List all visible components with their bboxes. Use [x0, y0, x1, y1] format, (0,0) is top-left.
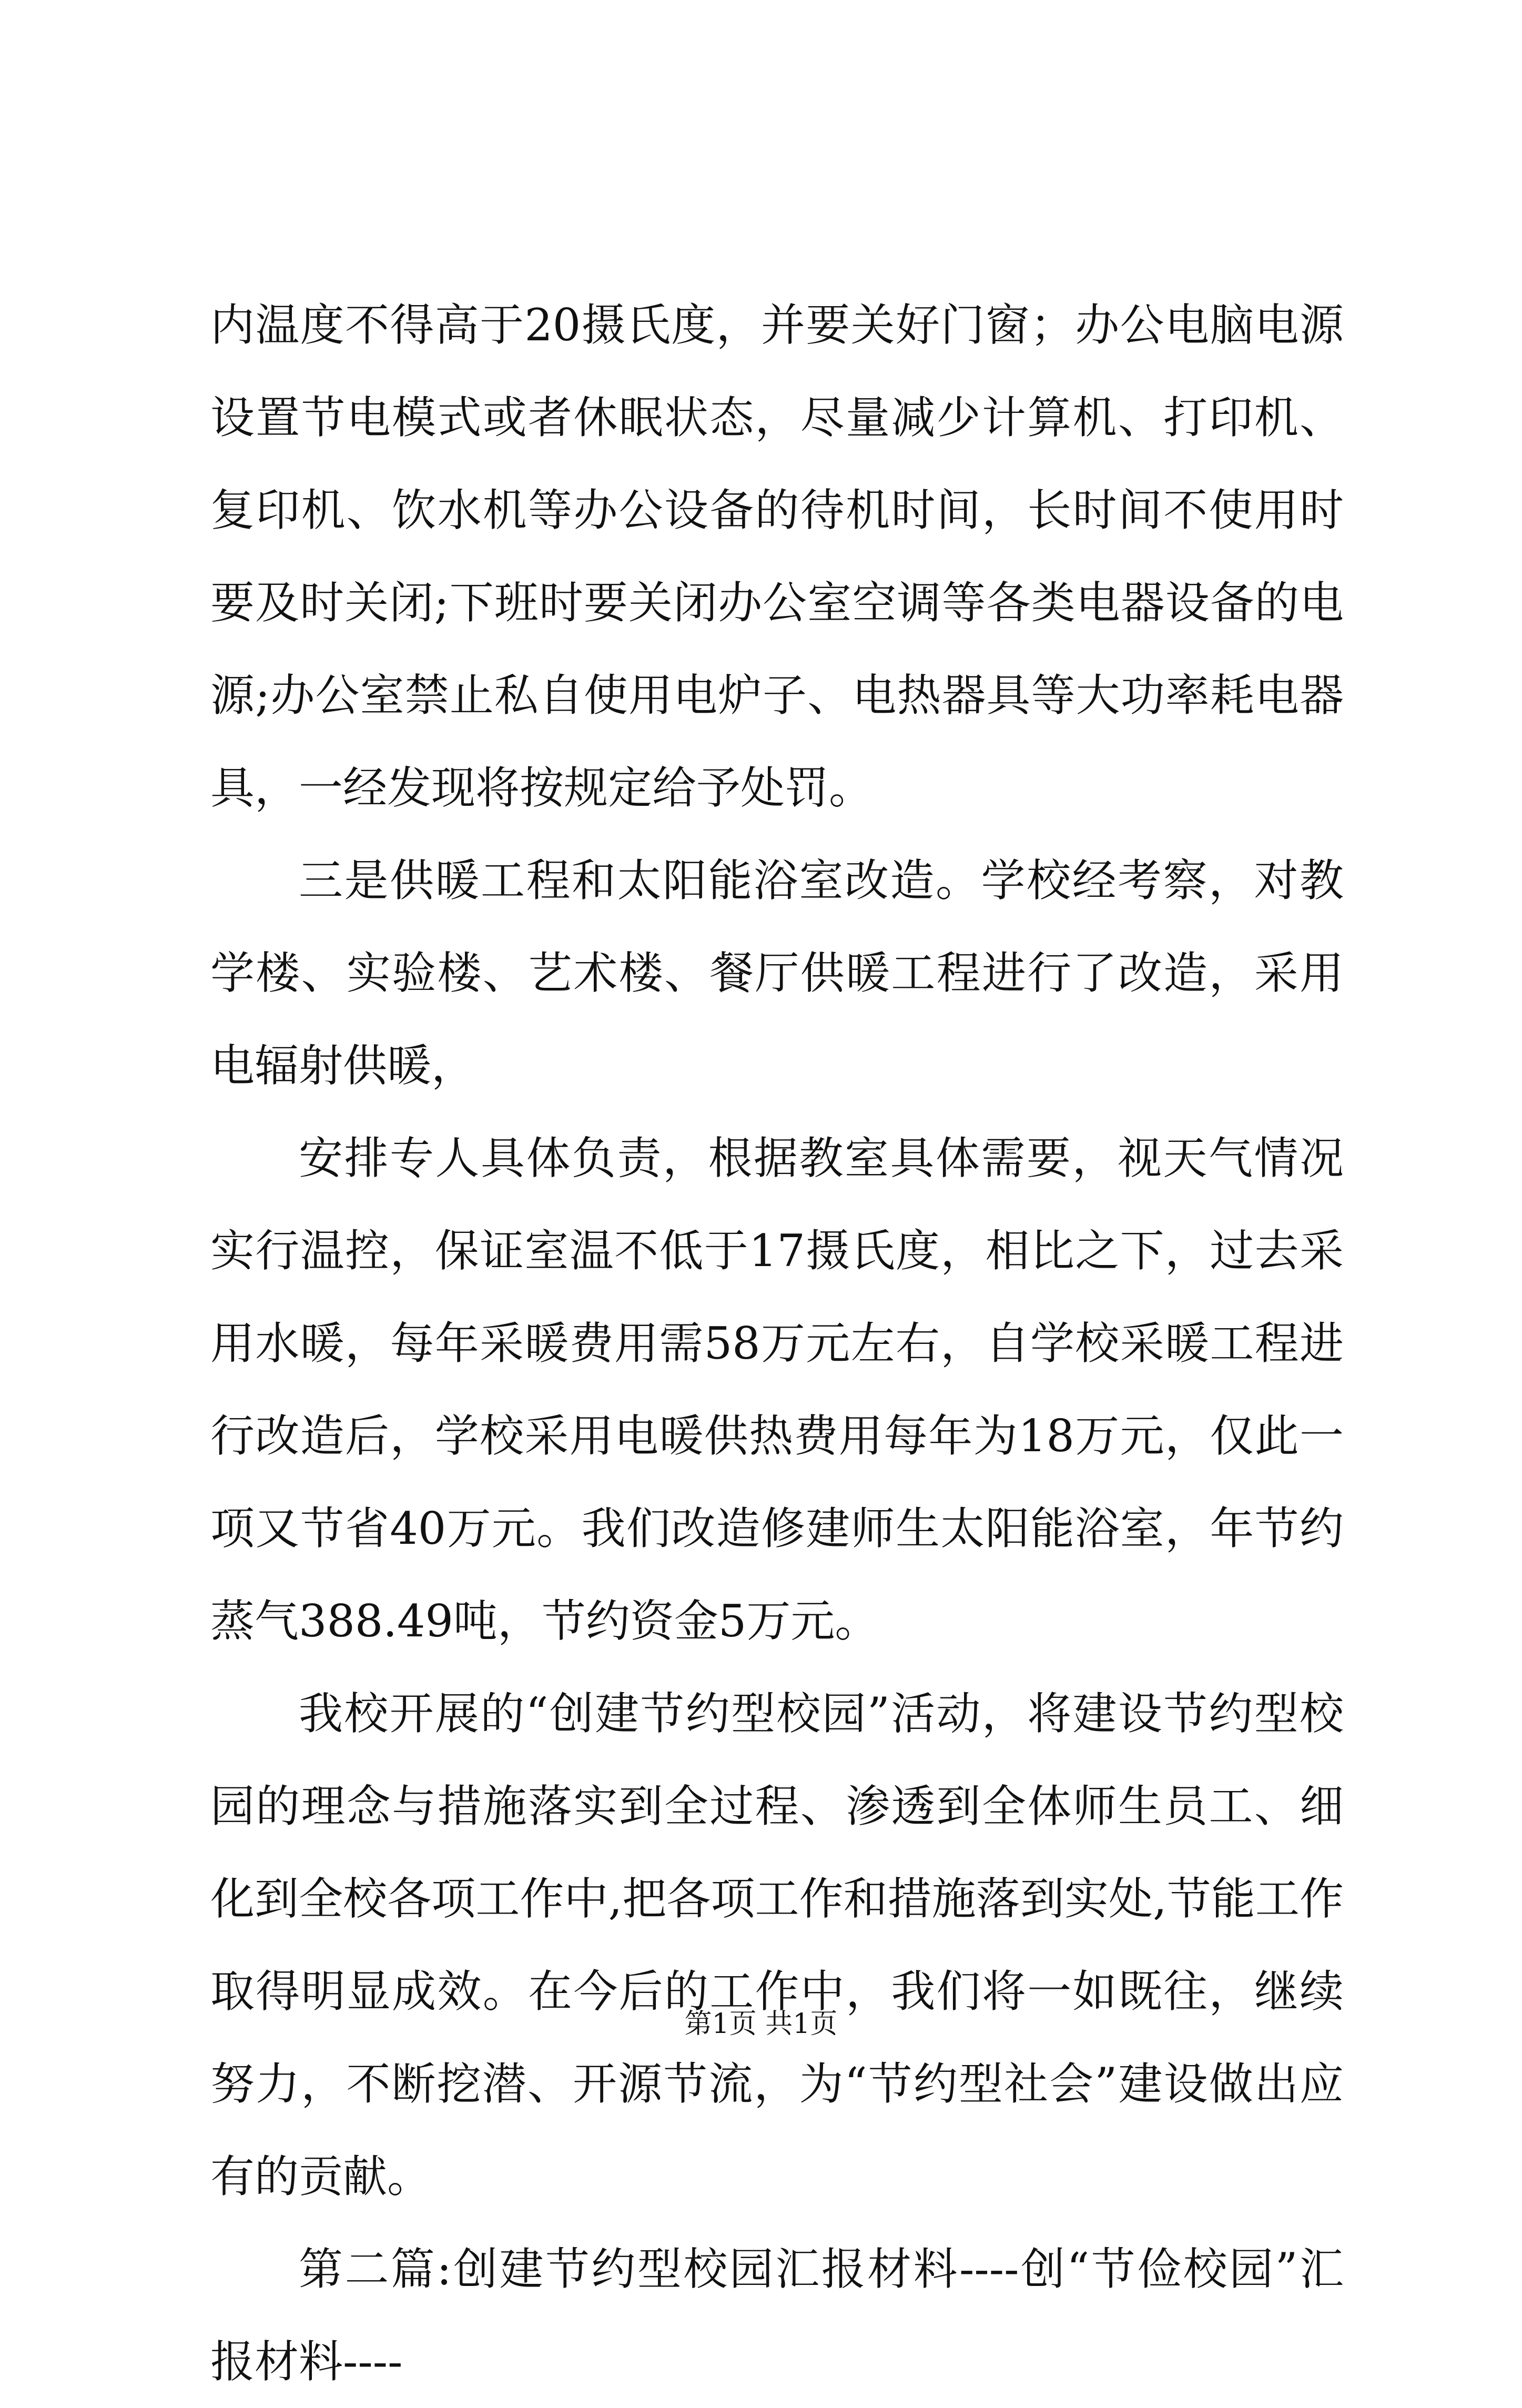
paragraph-5: 第二篇:创建节约型校园汇报材料----创“节俭校园”汇报材料---- [210, 2243, 1344, 2387]
paragraph-1: 内温度不得高于20摄氏度，并要关好门窗；办公电脑电源设置节电模式或者休眠状态，尽量减少计算机、打印机、复印机、饮水机等办公设备的待机时间，长时间不使用时要及时关闭;下班时要关闭办公室空调等各类电器设备的电源;办公室禁止私自使用电炉子、电热器具等大功率耗电器具，一经发现将按规定给予处罚。 [210, 299, 1344, 814]
document-body [210, 279, 1344, 2408]
page-footer: 第1页 共1页 [684, 2008, 838, 2040]
paragraph-2: 三是供暖工程和太阳能浴室改造。学校经考察，对教学楼、实验楼、艺术楼、餐厅供暖工程进行了改造，采用电辐射供暖， [210, 855, 1344, 1091]
paragraph-3: 安排专人具体负责，根据教室具体需要，视天气情况实行温控，保证室温不低于17摄氏度，相比之下，过去采用水暖，每年采暖费用需58万元左右，自学校采暖工程进行改造后，学校采用电暖供热费用每年为18万元，仅此一项又节省40万元。我们改造修建师生太阳能浴室，年节约蒸气388.49吨，节约资金5万元。 [210, 1132, 1344, 1647]
paragraph-4: 我校开展的“创建节约型校园”活动，将建设节约型校园的理念与措施落实到全过程、渗透到全体师生员工、细化到全校各项工作中,把各项工作和措施落到实处,节能工作取得明显成效。在今后的工作中，我们将一如既往，继续努力，不断挖潜、开源节流，为“节约型社会”建设做出应有的贡献。 [210, 1688, 1344, 2202]
